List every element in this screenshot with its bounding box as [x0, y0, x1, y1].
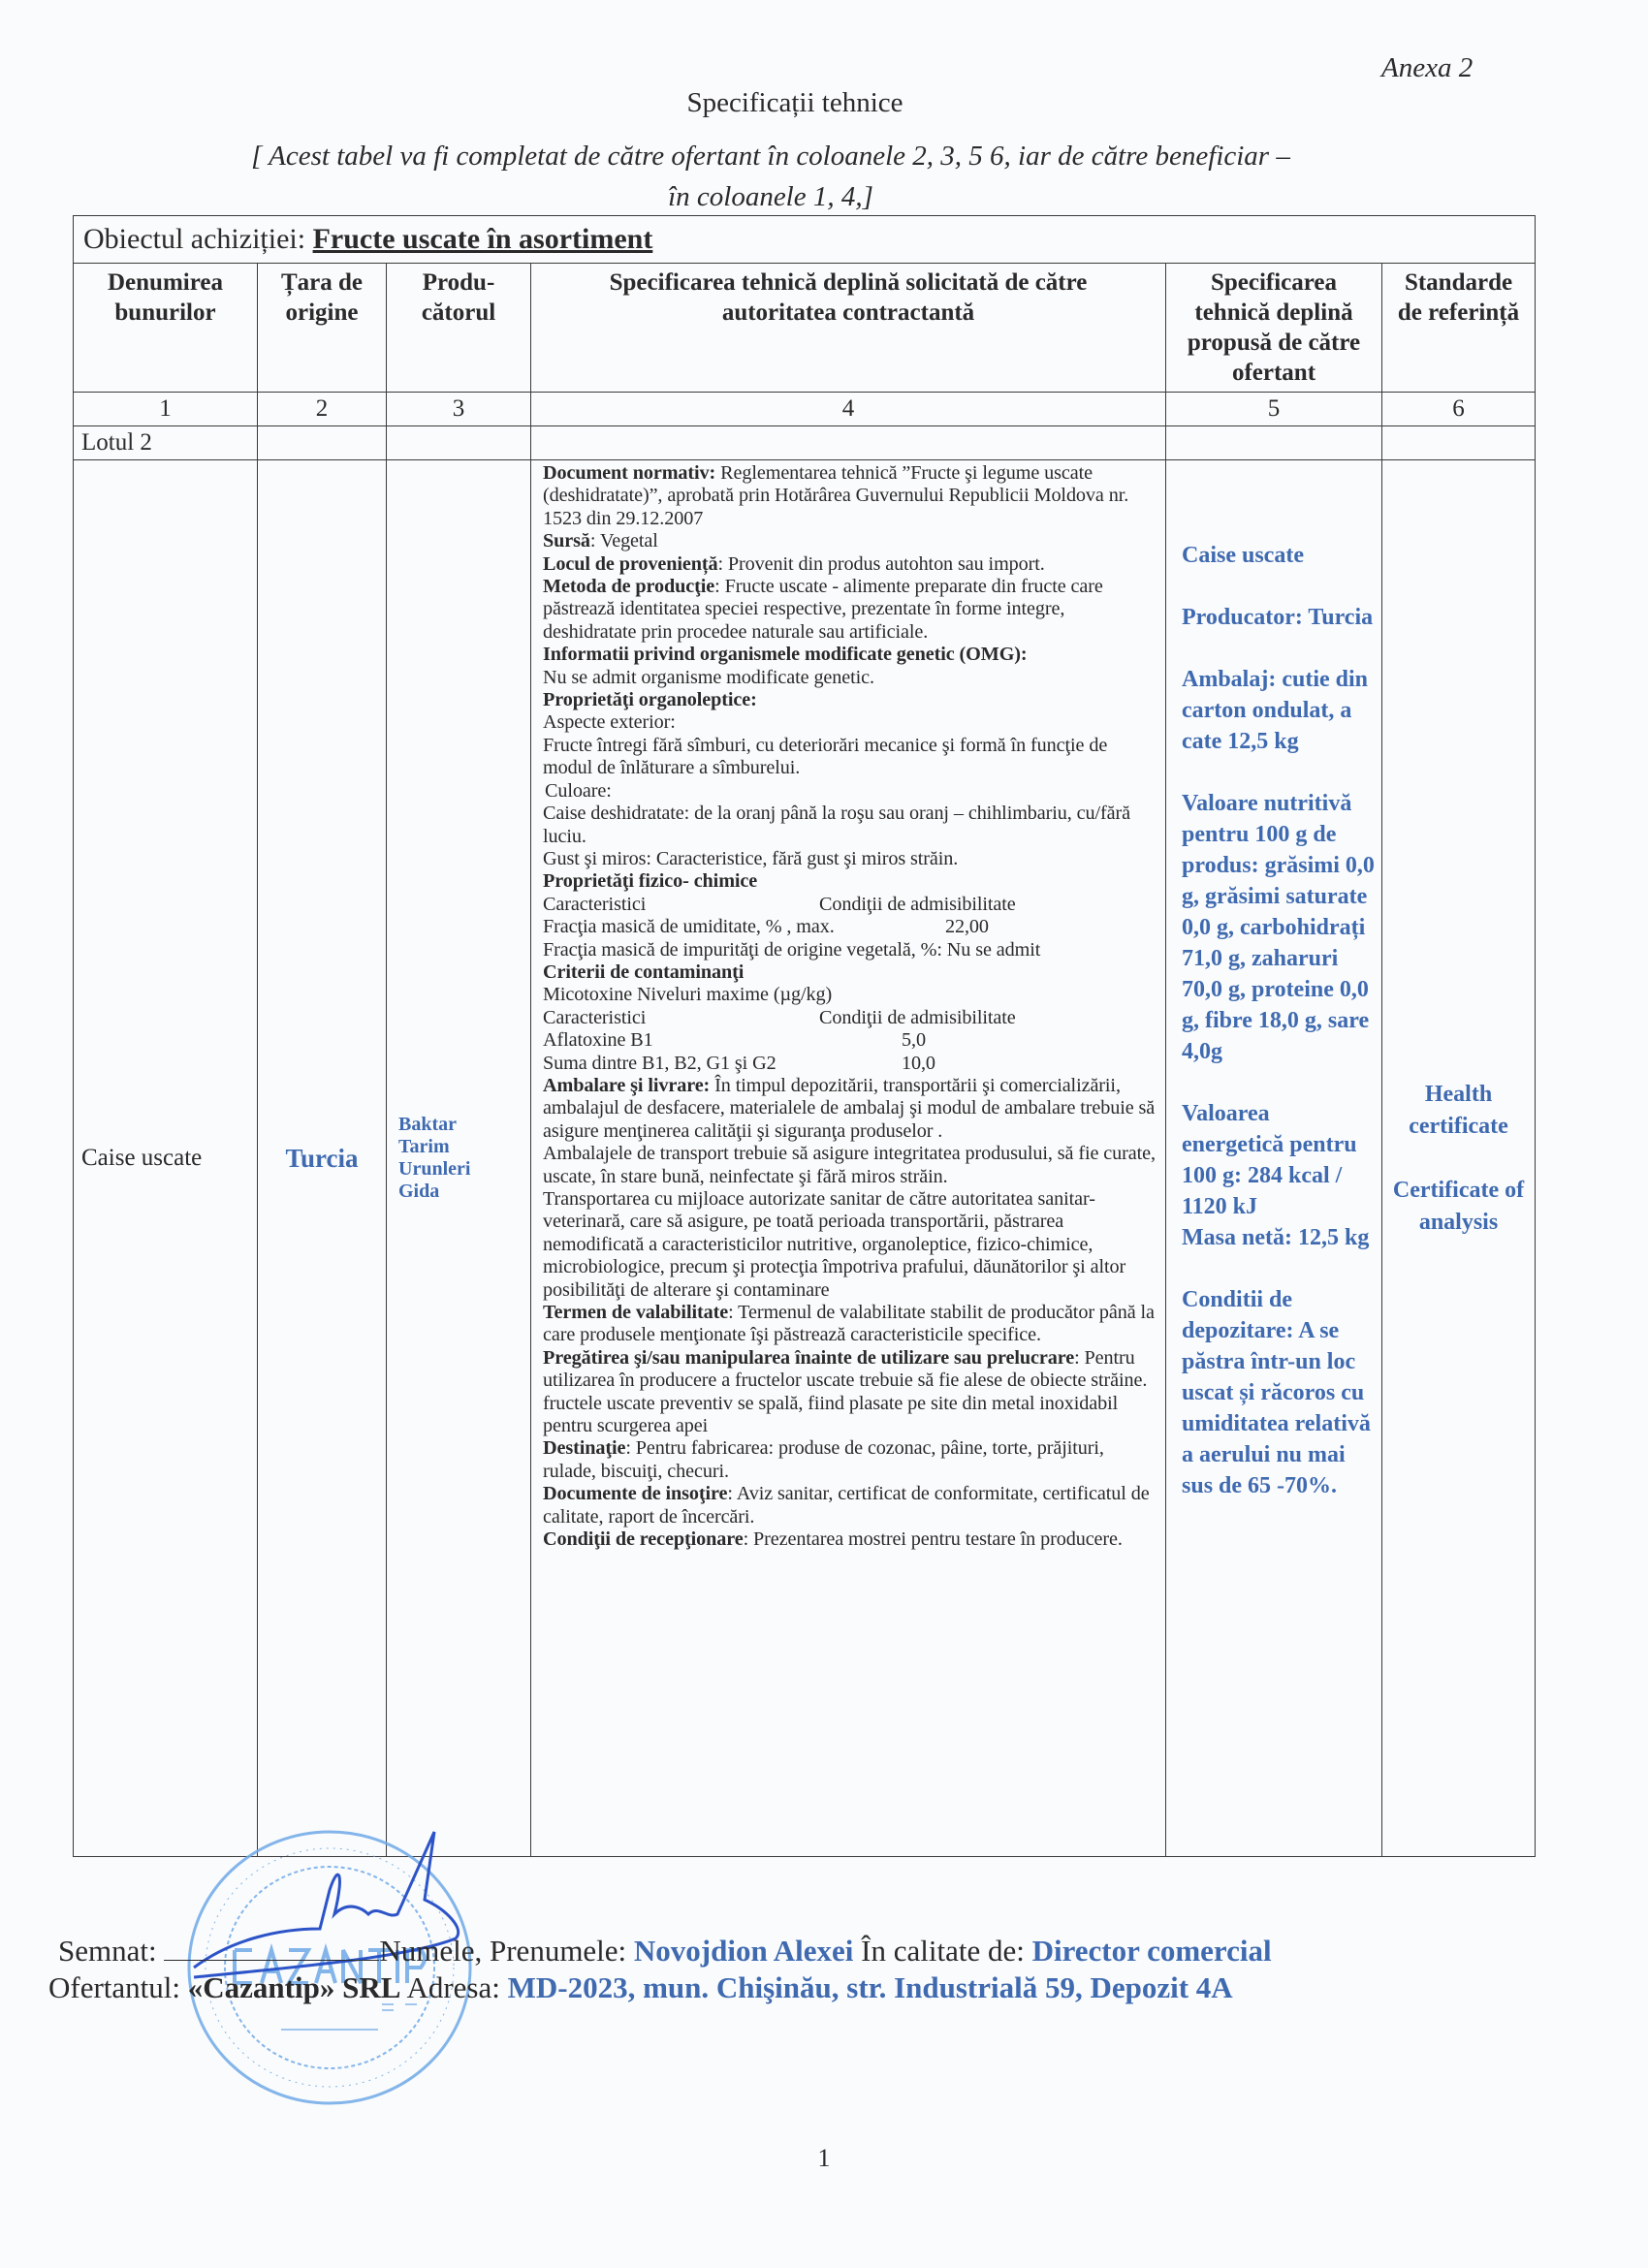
header-row — [74, 264, 1536, 393]
annex-label: Anexa 2 — [1381, 52, 1474, 83]
spec-packaging: Ambalare şi livrare: În timpul depozitării, transportării şi comercializării, ambalajul de desfacere, materialele de ambalaj şi modul de ambalare trebuie să asigure menţinerea calităţii şi siguranţa produselor . — [543, 1074, 1156, 1142]
spec-moisture: Fracţia masică de umiditate, % , max. 22,00 — [543, 916, 989, 938]
spec-aflatoxin-b1: Aflatoxine B1 5,0 — [543, 1029, 926, 1052]
spec-gmo-text: Nu se admit organisme modificate genetic. — [543, 666, 874, 688]
spec-document-normative: Document normativ: Reglementarea tehnică ”Fructe şi legume uscate (deshidratate)”, aprobată prin Hotărârea Guvernului Republicii Moldova nr. 1523 din 29.12.2007 — [543, 462, 1129, 529]
bidder-label: Ofertantul: — [48, 1970, 181, 2004]
spec-transport: Transportarea cu mijloace autorizate sanitar de către autoritatea sanitar-veterinară, care să asigure, pe toată perioada transportării, păstrarea nemodificată a caracteristicilor nutritive, organoleptice, fizico-chimice, microbiologice, precum şi protecţia împotriva prafului, dăunătorilor şi altor posibilităţi de alterare şi contaminare — [543, 1188, 1126, 1301]
col-header-6: Standarde de referință — [1382, 264, 1536, 393]
standard-health-certificate: Health certificate — [1409, 1081, 1508, 1139]
spec-appearance-text: Fructe întregi fără sîmburi, cu deteriorări mecanice şi formă în funcţie de modul de înlăturare a sîmburelui. — [543, 734, 1108, 779]
role-label: În calitate de: — [861, 1934, 1025, 1968]
spec-gmo-label: Informatii privind organismele modificate genetic (OMG): — [543, 644, 1028, 666]
spec-aflatoxin-sum: Suma dintre B1, B2, G1 şi G2 10,0 — [543, 1052, 935, 1074]
spec-documents: Documente de insoţire: Aviz sanitar, certificat de conformitate, certificatul de calitate, raport de încercări. — [543, 1483, 1150, 1528]
country-of-origin: Turcia — [285, 1143, 359, 1173]
col-header-3: Produ-cătorul — [387, 264, 531, 393]
offered-producer: Producator: Turcia — [1182, 605, 1374, 630]
reference-standards — [1382, 1079, 1535, 1239]
col-header-1: Denumirea bunurilor — [74, 264, 258, 393]
spec-impurities: Fracţia masică de impurităţi de origine vegetală, %: Nu se admit — [543, 938, 1041, 961]
offered-specification — [1166, 460, 1381, 1501]
manufacturer: Baktar Tarim Urunleri Gida — [398, 1114, 471, 1202]
offered-name: Caise uscate — [1182, 543, 1304, 568]
offered-energy: Valoarea energetică pentru 100 g: 284 kcal / 1120 kJ — [1182, 1101, 1357, 1219]
page-number: 1 — [817, 2144, 831, 2172]
product-name: Caise uscate — [81, 1145, 203, 1171]
bidder-address: MD-2023, mun. Chişinău, str. Industrială 59, Depozit 4A — [507, 1970, 1233, 2004]
lot-label: Lotul 2 — [74, 426, 258, 460]
spec-table — [73, 215, 1536, 1857]
spec-color-label: Culoare: — [545, 779, 612, 802]
spec-preparation: Pregătirea şi/sau manipularea înainte de utilizare sau prelucrare: Pentru utilizarea în producere a fructelor uscate trebuie să fie alese de obiecte străine. fructele uscate preventiv se spală, fiind plasate pe site din metal inoxidabil pentru scurgerea apei — [543, 1346, 1148, 1437]
lot-row — [74, 426, 1536, 460]
col-number: 3 — [387, 393, 531, 426]
spec-method: Metoda de producţie: Fructe uscate - alimente preparate din fructe care păstrează identitatea speciei respective, prezentate în forme integre, deshidratate prin procedee naturale sau artificiale. — [543, 576, 1103, 643]
spec-physchem-label: Proprietăţi fizico- chimice — [543, 870, 758, 893]
col-number: 4 — [531, 393, 1166, 426]
instruction-text — [145, 136, 1396, 217]
name-label: Numele, Prenumele: — [379, 1934, 627, 1968]
spec-organoleptic-label: Proprietăţi organoleptice: — [543, 689, 757, 711]
offered-storage: Conditii de depozitare: A se păstra într-un loc uscat și răcoros cu umiditatea relativă a aerului nu mai sus de 65 -70%. — [1182, 1287, 1371, 1498]
table-row — [74, 460, 1536, 1857]
spec-origin: Locul de proveniență: Provenit din produs autohton sau import. — [543, 552, 1045, 575]
col-number: 2 — [258, 393, 387, 426]
offered-nutrition: Valoare nutritivă pentru 100 g de produs: grăsimi 0,0 g, grăsimi saturate 0,0 g, carbohidrați 71,0 g, zaharuri 70,0 g, proteine 0,0 g, fibre 18,0 g, sare 4,0g — [1182, 791, 1375, 1064]
spec-appearance-label: Aspecte exterior: — [543, 711, 676, 734]
offered-net-mass: Masa netă: 12,5 kg — [1182, 1225, 1370, 1250]
col-header-2: Țara de origine — [258, 264, 387, 393]
spec-physchem-header: Caracteristici Condiţii de admisibilitate — [543, 893, 1016, 915]
spec-color-text: Caise deshidratate: de la oranj până la roşu sau oranj – chihlimbariu, cu/fără luciu. — [543, 803, 1131, 847]
spec-source: Sursă: Vegetal — [543, 530, 658, 552]
signer-name: Novojdion Alexei — [633, 1934, 854, 1968]
signer-role: Director comercial — [1031, 1934, 1272, 1968]
required-specification — [531, 460, 1165, 1552]
column-number-row — [74, 393, 1536, 426]
stamp-small-lettering — [281, 2004, 417, 2030]
signature-underline — [164, 1935, 379, 1961]
spec-taste-text: Gust şi miros: Caracteristice, fără gust şi miros străin. — [543, 847, 959, 869]
spec-destination: Destinaţie: Pentru fabricarea: produse de cozonac, pâine, torte, prăjituri, rulade, biscuiţi, checuri. — [543, 1437, 1104, 1482]
address-label: Adresa: — [406, 1970, 500, 2004]
col-number: 1 — [74, 393, 258, 426]
object-label: Obiectul achiziției: — [83, 223, 306, 255]
bidder-line — [48, 1970, 1233, 2005]
col-number: 5 — [1166, 393, 1382, 426]
spec-shelf-life: Termen de valabilitate: Termenul de valabilitate stabilit de producător până la care produsele menţionate îşi păstrează caracteristicile specifice. — [543, 1302, 1155, 1346]
object-row — [74, 216, 1536, 264]
bidder-name: «Cazantip» SRL — [187, 1970, 401, 2004]
page-title: Specificații tehnice — [686, 87, 903, 118]
col-header-4: Specificarea tehnică deplină solicitată de către autoritatea contractantă — [531, 264, 1166, 393]
col-number: 6 — [1382, 393, 1536, 426]
spec-transport-packaging: Ambalajele de transport trebuie să asigure integritatea produsului, să fie curate, uscate, în stare bună, neinfectate şi fără miros străin. — [543, 1143, 1156, 1187]
spec-contaminants-header: Caracteristici Condiţii de admisibilitate — [543, 1006, 1016, 1028]
signature-line — [58, 1934, 1272, 1969]
signed-label: Semnat: — [58, 1934, 157, 1968]
standard-certificate-of-analysis: Certificate of analysis — [1392, 1177, 1525, 1235]
spec-contaminants-label: Criterii de contaminanţi — [543, 961, 745, 983]
spec-reception: Condiţii de recepţionare: Prezentarea mostrei pentru testare în producere. — [543, 1528, 1123, 1551]
offered-packaging: Ambalaj: cutie din carton ondulat, a cate 12,5 kg — [1182, 667, 1368, 754]
object-value: Fructe uscate în asortiment — [312, 223, 653, 255]
spec-mycotoxins: Micotoxine Niveluri maxime (µg/kg) — [543, 984, 833, 1006]
col-header-5: Specificarea tehnică deplină propusă de către ofertant — [1166, 264, 1382, 393]
instruction-line-1: [ Acest tabel va fi completat de către ofertant în coloanele 2, 3, 5 6, iar de către beneficiar – — [251, 141, 1290, 172]
instruction-line-2: în coloanele 1, 4,] — [668, 181, 873, 212]
